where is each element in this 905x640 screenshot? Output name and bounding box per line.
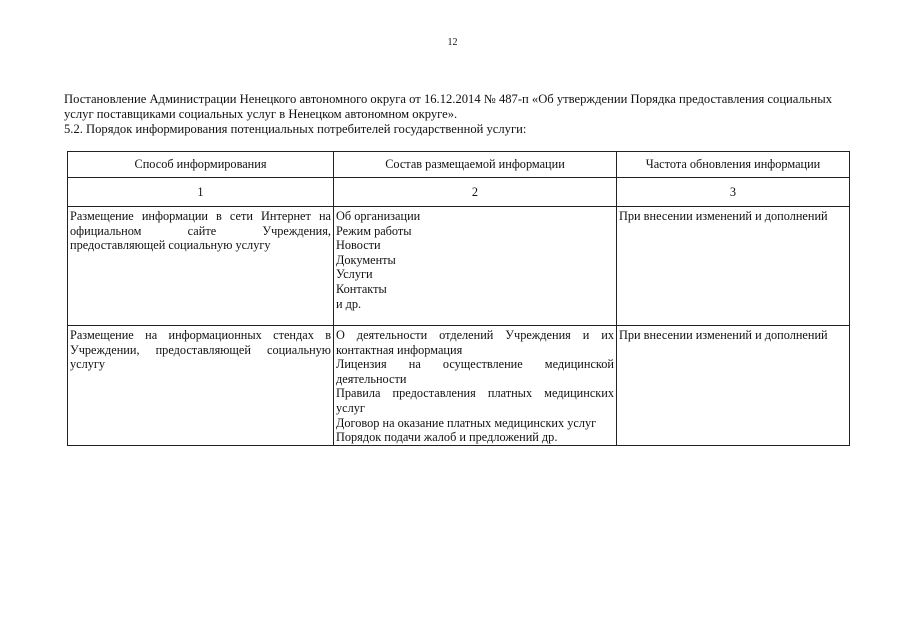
header-content: Состав размещаемой информации: [334, 152, 617, 178]
table-row: [68, 326, 850, 446]
content-item: Контакты: [336, 281, 387, 296]
content-item: Режим работы: [336, 223, 412, 238]
column-number: 2: [334, 178, 617, 207]
table-column-number-row: [68, 178, 850, 207]
content-item: Порядок подачи жалоб и предложений др.: [336, 430, 558, 445]
column-number: 1: [68, 178, 334, 207]
header-method: Способ информирования: [68, 152, 334, 178]
content-item: Документы: [336, 252, 396, 267]
page-number: 12: [447, 37, 458, 48]
method-cell: Размещение информации в сети Интернет на официальном сайте Учреждения, предоставляющей социальную услугу: [68, 207, 334, 326]
content-item: Договор на оказание платных медицинских услуг: [336, 415, 597, 430]
content-item: Правила предоставления платных медицинских услуг: [336, 386, 614, 415]
information-table: [67, 151, 850, 446]
column-number: 3: [617, 178, 850, 207]
table-header-row: [68, 152, 850, 178]
content-item: Новости: [336, 238, 381, 253]
content-cell: [334, 326, 617, 446]
resolution-reference: [64, 92, 854, 122]
content-item: Лицензия на осуществление медицинской деятельности: [336, 357, 614, 386]
content-item: О деятельности отделений Учреждения и их контактная информация: [336, 328, 614, 357]
resolution-line-2: услуг поставщиками социальных услуг в Ненецком автономном округе».: [64, 107, 458, 121]
content-item: Услуги: [336, 267, 373, 282]
table-row: [68, 207, 850, 326]
content-cell: [334, 207, 617, 326]
frequency-cell: При внесении изменений и дополнений: [617, 207, 850, 326]
content-item: Об организации: [336, 209, 421, 223]
intro-block: [64, 92, 854, 137]
frequency-cell: При внесении изменений и дополнений: [617, 326, 850, 446]
resolution-line-1: Постановление Администрации Ненецкого автономного округа от 16.12.2014 № 487-п «Об утверждении Порядка предоставления социальных: [64, 92, 833, 106]
content-item: и др.: [336, 296, 362, 311]
header-frequency: Частота обновления информации: [617, 152, 850, 178]
method-cell: Размещение на информационных стендах в Учреждении, предоставляющей социальную услугу: [68, 326, 334, 446]
section-heading: 5.2. Порядок информирования потенциальных потребителей государственной услуги:: [64, 122, 527, 136]
